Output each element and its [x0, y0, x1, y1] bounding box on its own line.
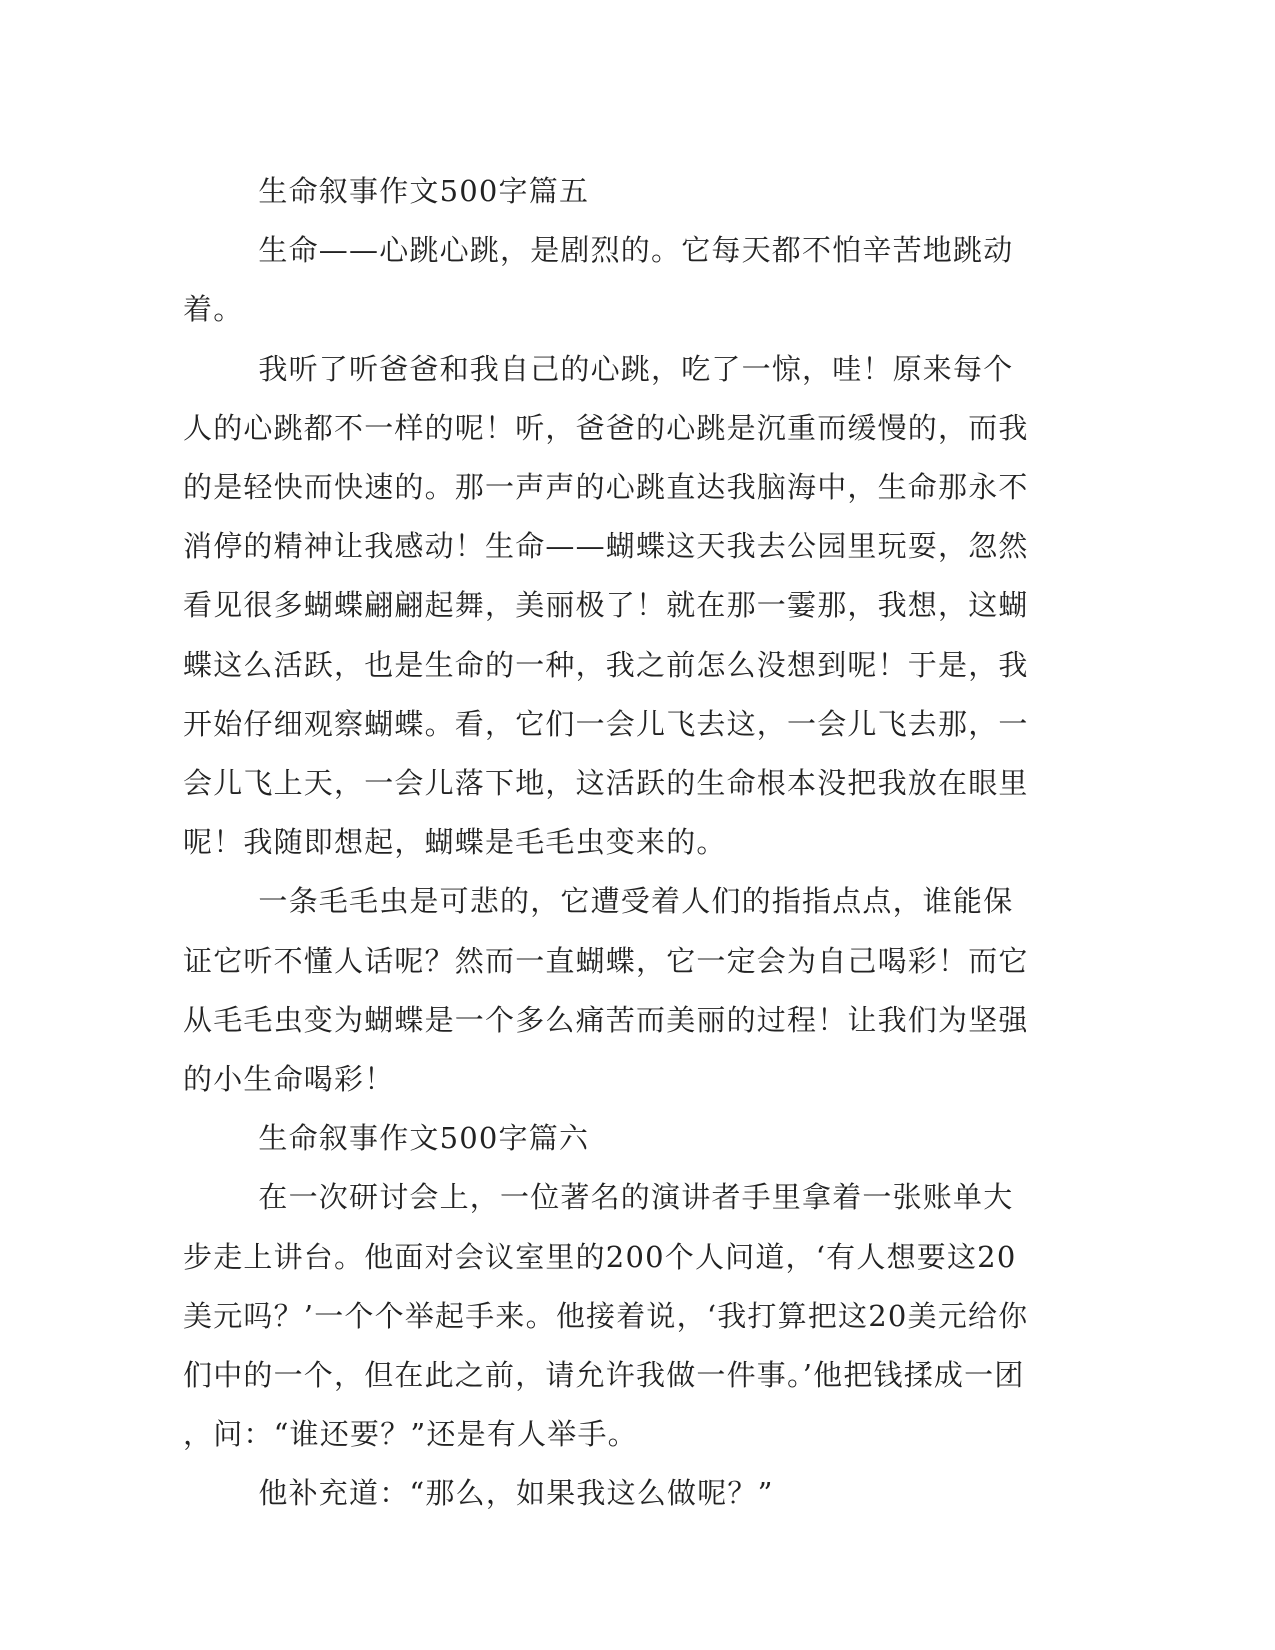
section-heading-5: 生命叙事作文500字篇五 — [258, 174, 590, 208]
section-heading-6: 生命叙事作文500字篇六 — [258, 1121, 590, 1156]
document-body — [183, 162, 1043, 1524]
paragraph-1: 生命——心跳心跳，是剧烈的。它每天都不怕辛苦地跳动着。 — [183, 233, 1014, 327]
paragraph-5: 他补充道：“那么，如果我这么做呢？” — [258, 1476, 774, 1511]
paragraph-2: 我听了听爸爸和我自己的心跳，吃了一惊，哇！原来每个人的心跳都不一样的呢！听，爸爸的心跳是沉重而缓慢的，而我的是轻快而快速的。那一声声的心跳直达我脑海中，生命那永不消停的精神让我感动！生命——蝴蝶这天我去公园里玩耍，忽然看见很多蝴蝶翩翩起舞，美丽极了！就在那一霎那，我想，这蝴蝶这么活跃，也是生命的一种，我之前怎么没想到呢！于是，我开始仔细观察蝴蝶。看，它们一会儿飞去这，一会儿飞去那，一会儿飞上天，一会儿落下地，这活跃的生命根本没把我放在眼里呢！我随即想起，蝴蝶是毛毛虫变来的。 — [183, 351, 1029, 860]
paragraph-4: 在一次研讨会上，一位著名的演讲者手里拿着一张账单大步走上讲台。他面对会议室里的200个人问道，‘有人想要这20美元吗？’一个个举起手来。他接着说，‘我打算把这20美元给你们中的一个，但在此之前，请允许我做一件事。’他把钱揉成一团，问：“谁还要？”还是有人举手。 — [183, 1180, 1029, 1452]
paragraph-3: 一条毛毛虫是可悲的，它遭受着人们的指指点点，谁能保证它听不懂人话呢？然而一直蝴蝶，它一定会为自己喝彩！而它从毛毛虫变为蝴蝶是一个多么痛苦而美丽的过程！让我们为坚强的小生命喝彩！ — [183, 884, 1029, 1097]
